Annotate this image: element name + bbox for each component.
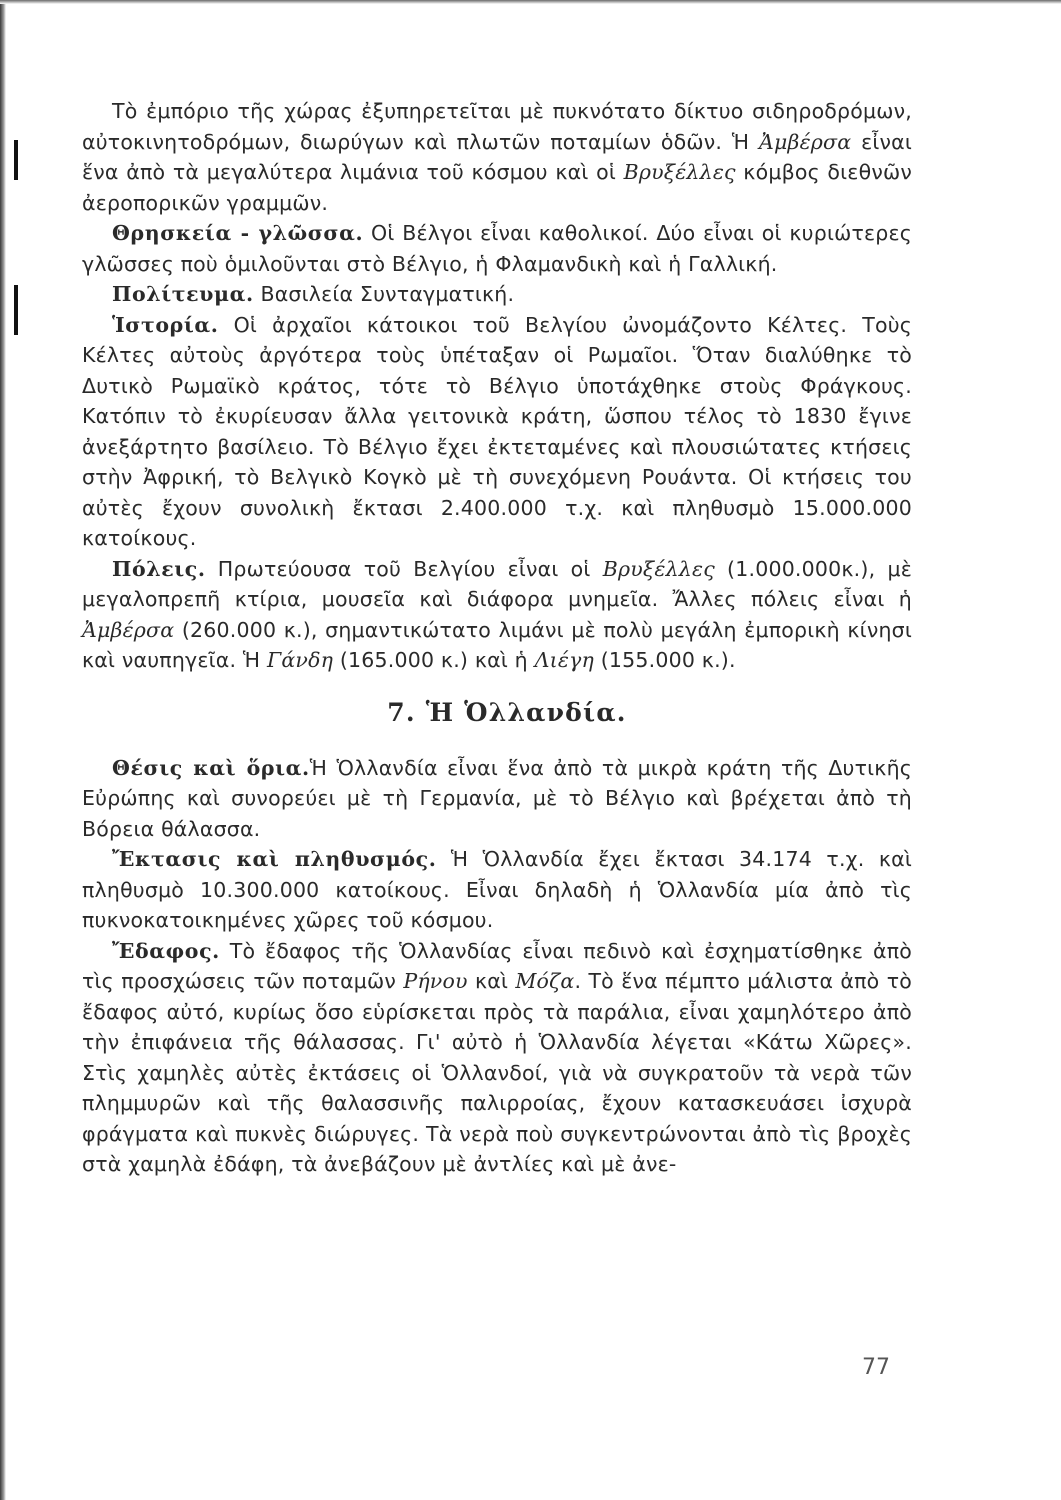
paragraph-heading: Ἔδαφος.	[112, 938, 220, 963]
scan-edge-top	[0, 0, 1061, 4]
text-span: Ἡ Ὁλλανδία εἶναι ἕνα ἀπὸ τὰ μικρὰ κράτη τῆς Δυτικῆς Εὐρώπης καὶ συνορεύει μὲ τὴ Γερμανία, μὲ τὸ Βέλγιο καὶ βρέχεται ἀπὸ τὴ Βόρεια θάλασσα.	[82, 755, 912, 841]
history-paragraph	[82, 310, 912, 554]
text-span: Βασιλεία Συνταγματική.	[253, 282, 515, 306]
area-paragraph	[82, 844, 912, 936]
text-span: Οἱ Βέλγοι εἶναι καθολικοί. Δύο εἶναι οἱ κυριώτερες γλῶσσες ποὺ ὁμιλοῦνται στὸ Βέλγιο, ἡ Φλαμανδικὴ καὶ ἡ Γαλλική.	[82, 221, 913, 276]
place-name: Ἀμβέρσα	[759, 129, 852, 154]
scan-edge	[0, 0, 6, 1500]
paragraph-heading: Πόλεις.	[112, 556, 206, 581]
paragraph-heading: Ἱστορία.	[112, 312, 219, 337]
text-span: (165.000 κ.) καὶ ἡ	[333, 648, 535, 672]
text-span: Ἡ Ὁλλανδία ἔχει ἔκτασι 34.174 τ.χ. καὶ πληθυσμὸ 10.300.000 κατοίκους. Εἶναι δηλαδὴ ἡ Ὁλλανδία μία ἀπὸ τὶς πυκνοκατοικημένες χῶρες τοῦ κόσμου.	[82, 847, 912, 932]
binding-mark	[14, 285, 18, 335]
soil-paragraph	[82, 936, 912, 1180]
government-paragraph	[82, 279, 912, 310]
text-span: (260.000 κ.), σημαντικώτατο λιμάνι μὲ πολὺ μεγάλη ἐμπορικὴ κίνησι καὶ ναυπηγεῖα. Ἡ	[82, 617, 912, 672]
commerce-paragraph	[82, 96, 912, 218]
text-span: Οἱ ἀρχαῖοι κάτοικοι τοῦ Βελγίου ὠνομάζοντο Κέλτες. Τοὺς Κέλτες αὐτοὺς ἀργότερα τοὺς ὑπέταξαν οἱ Ρωμαῖοι. Ὅταν διαλύθηκε τὸ Δυτικὸ Ρωμαϊκὸ κράτος, τότε τὸ Βέλγιο ὑποτάχθηκε στοὺς Φράγκους. Κατόπιν τὸ ἐκυρίευσαν ἄλλα γειτονικὰ κράτη, ὥσπου τέλος τὸ 1830 ἔγινε ἀνεξάρτητο βασίλειο. Τὸ Βέλγιο ἔχει ἐκτεταμένες καὶ πλουσιώτατες κτήσεις στὴν Ἀφρική, τὸ Βελγικὸ Κογκὸ μὲ τὴ συνεχόμενη Ρουάντα. Οἱ κτήσεις του αὐτὲς ἔχουν συνολικὴ ἔκτασι 2.400.000 τ.χ. καὶ πληθυσμὸ 15.000.000 κατοίκους.	[82, 312, 912, 550]
place-name: Μόζα	[515, 969, 575, 993]
place-name: Βρυξέλλες	[602, 556, 715, 581]
place-name: Ἀμβέρσα	[82, 617, 175, 642]
page-number: 77	[862, 1355, 890, 1380]
place-name: Ρήνου	[403, 969, 468, 993]
place-name: Γάνδη	[266, 648, 334, 672]
text-span: . Τὸ ἕνα πέμπτο μάλιστα ἀπὸ τὸ ἔδαφος αὐτό, κυρίως ὅσο εὑρίσκεται πρὸς τὰ παράλια, εἶναι χαμηλότερο ἀπὸ τὴν ἐπιφάνεια τῆς θάλασσας. Γι' αὐτὸ ἡ Ὁλλανδία λέγεται «Κάτω Χῶρες». Στὶς χαμηλὲς αὐτὲς ἐκτάσεις οἱ Ὁλλανδοί, γιὰ νὰ συγκρατοῦν τὰ νερὰ τῶν πλημμυρῶν καὶ τῆς θαλασσινῆς παλιρροίας, ἔχουν κατασκευάσει ἰσχυρὰ φράγματα καὶ πυκνὲς διώρυγες. Τὰ νερὰ ποὺ συγκεντρώνονται ἀπὸ τὶς βροχὲς στὰ χαμηλὰ ἐδάφη, τὰ ἀνεβάζουν μὲ ἀντλίες καὶ μὲ ἀνε-	[82, 969, 912, 1176]
paragraph-heading: Θέσις καὶ ὅρια.	[112, 755, 310, 780]
position-paragraph	[82, 753, 912, 845]
document-page	[82, 96, 912, 1180]
text-span: καὶ	[467, 969, 516, 993]
binding-mark	[14, 140, 18, 180]
religion-paragraph	[82, 218, 912, 279]
text-span: Τὸ ἔδαφος τῆς Ὁλλανδίας εἶναι πεδινὸ καὶ ἐσχηματίσθηκε ἀπὸ τὶς προσχώσεις τῶν ποταμῶν	[82, 938, 912, 993]
cities-paragraph	[82, 554, 912, 676]
paragraph-heading: Θρησκεία - γλῶσσα.	[112, 221, 364, 245]
section-title: 7. Ἡ Ὁλλανδία.	[387, 697, 627, 727]
text-span: (155.000 κ.).	[593, 648, 736, 672]
text-span: κόμβος διεθνῶν ἀεροπορικῶν γραμμῶν.	[82, 160, 912, 215]
place-name: Λιέγη	[534, 648, 594, 672]
paragraph-heading: Ἔκτασις καὶ πληθυσμός.	[112, 847, 437, 871]
text-span: (1.000.000κ.), μὲ μεγαλοπρεπῆ κτίρια, μουσεῖα καὶ διάφορα μνημεῖα. Ἄλλες πόλεις εἶναι ἡ	[82, 556, 912, 611]
text-span: Τὸ ἐμπόριο τῆς χώρας ἐξυπηρετεῖται μὲ πυκνότατο δίκτυο σιδηροδρόμων, αὐτοκινητοδρόμων, διωρύγων καὶ πλωτῶν ποταμίων ὁδῶν. Ἡ	[82, 99, 912, 154]
paragraph-heading: Πολίτευμα.	[112, 282, 254, 306]
place-name: Βρυξέλλες	[623, 160, 736, 184]
text-span: Πρωτεύουσα τοῦ Βελγίου εἶναι οἱ	[205, 556, 603, 581]
text-span: εἶναι ἕνα ἀπὸ τὰ μεγαλύτερα λιμάνια τοῦ κόσμου καὶ οἱ	[82, 129, 912, 184]
